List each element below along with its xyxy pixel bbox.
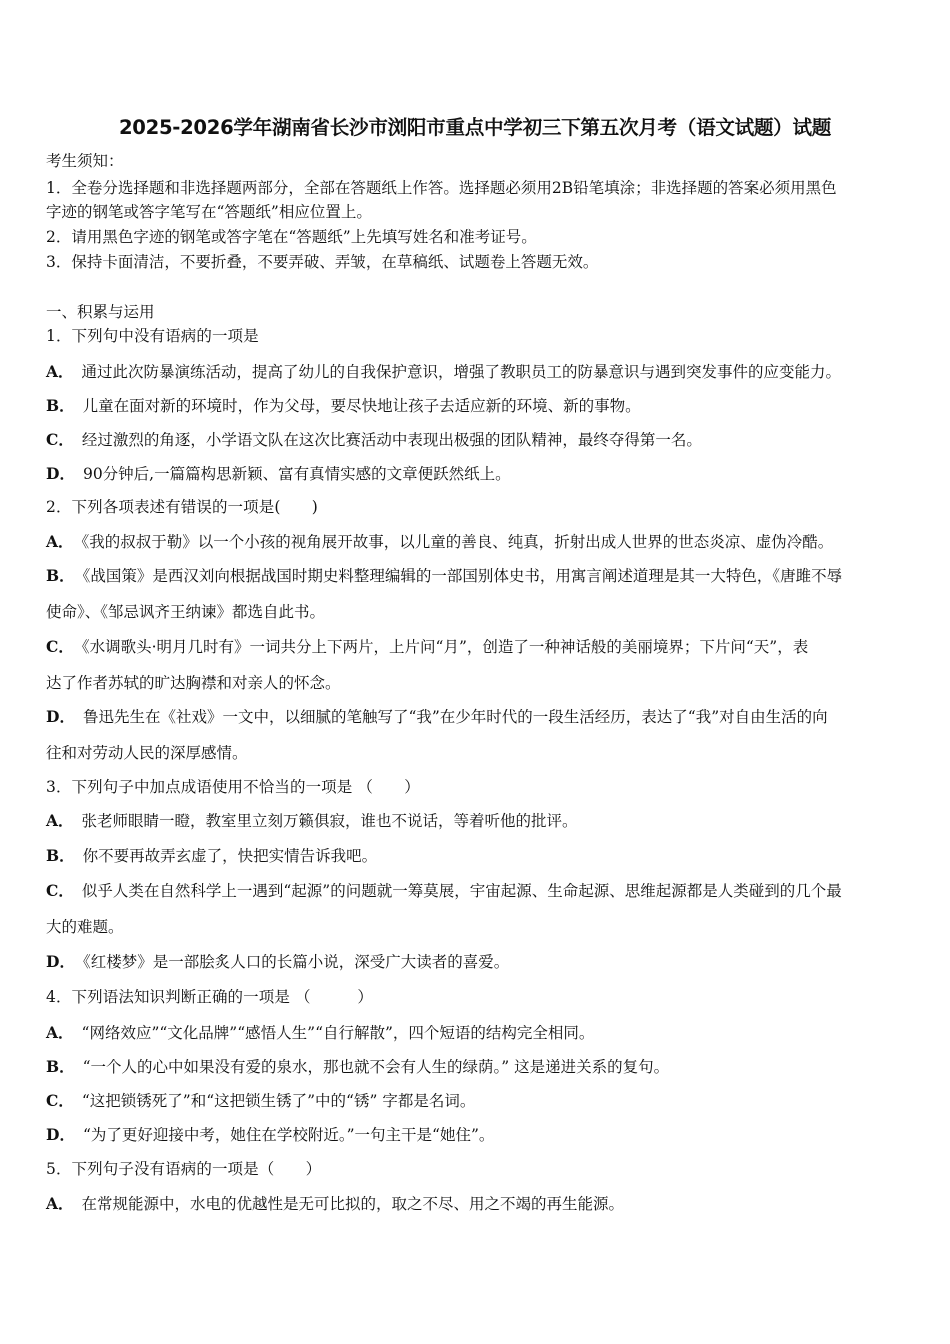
question-2-option-b [46,566,842,586]
question-5-stem: 5．下列句子没有语病的一项是（ ） [46,1160,322,1178]
option-label: A． [46,362,74,381]
option-label: B． [46,396,75,415]
option-text: 《水调歌头·明月几时有》一词共分上下两片，上片问“月”，创造了一种神话般的美丽境界；下片问“天”，表 [81,638,809,656]
notice-item-2: 2．请用黑色字迹的钢笔或答字笔在“答题纸”上先填写姓名和准考证号。 [46,228,537,246]
option-text: 经过激烈的角逐，小学语文队在这次比赛活动中表现出极强的团队精神，最终夺得第一名。 [81,431,702,449]
question-2-option-c [46,637,808,657]
option-text: “为了更好迎接中考，她住在学校附近。”一句主干是“她住”。 [82,1126,495,1144]
option-text: 你不要再故弄玄虚了，快把实情告诉我吧。 [82,847,378,865]
option-text: 《战国策》是西汉刘向根据战国时期史料整理编辑的一部国别体史书，用寓言阐述道理是其一大特色，《唐雎不辱 [82,567,843,585]
option-label: A． [46,1194,74,1213]
question-3-option-a [46,811,578,831]
notice-item-3: 3．保持卡面清洁，不要折叠，不要弄破、弄皱，在草稿纸、试题卷上答题无效。 [46,253,599,271]
question-2-option-c-cont: 达了作者苏轼的旷达胸襟和对亲人的怀念。 [46,674,341,692]
question-1-stem: 1．下列句中没有语病的一项是 [46,327,259,345]
option-label: A． [46,1023,74,1042]
question-1-option-a [46,362,841,382]
question-4-stem: 4．下列语法知识判断正确的一项是 （ ） [46,988,373,1006]
question-2-stem: 2．下列各项表述有错误的一项是( ) [46,498,318,516]
notice-heading: 考生须知： [46,152,124,170]
question-3-option-d [46,952,509,972]
option-label: C． [46,881,74,900]
option-text: 似乎人类在自然科学上一遇到“起源”的问题就一筹莫展，宇宙起源、生命起源、思维起源都是人类碰到的几个最 [81,882,842,900]
option-text: “一个人的心中如果没有爱的泉水，那也就不会有人生的绿荫。” 这是递进关系的复句。 [82,1058,670,1076]
question-3-option-b [46,846,377,866]
question-3-stem: 3．下列句子中加点成语使用不恰当的一项是 （ ） [46,778,420,796]
question-3-option-c-cont: 大的难题。 [46,918,124,936]
question-4-option-b [46,1057,669,1077]
option-text: 《红楼梦》是一部脍炙人口的长篇小说，深受广大读者的喜爱。 [82,953,510,971]
question-1-option-d [46,464,511,484]
option-label: D． [46,1125,75,1144]
question-2-option-d [46,707,828,727]
option-label: A． [46,532,74,551]
option-text: 在常规能源中，水电的优越性是无可比拟的，取之不尽、用之不竭的再生能源。 [81,1195,625,1213]
option-text: 张老师眼睛一瞪，教室里立刻万籁俱寂，谁也不说话，等着听他的批评。 [81,812,578,830]
option-text: 儿童在面对新的环境时，作为父母，要尽快地让孩子去适应新的环境、新的事物。 [82,397,641,415]
question-2-option-d-cont: 往和对劳动人民的深厚感情。 [46,744,248,762]
question-4-option-a [46,1023,594,1043]
option-label: B． [46,846,75,865]
option-label: B． [46,1057,75,1076]
option-label: D． [46,464,75,483]
option-label: C． [46,1091,74,1110]
option-text: “这把锁锈死了”和“这把锁生锈了”中的“锈” 字都是名词。 [81,1092,476,1110]
option-text: 鲁迅先生在《社戏》一文中，以细腻的笔触写了“我”在少年时代的一段生活经历，表达了“我”对自由生活的向 [82,708,828,726]
option-text: 通过此次防暴演练活动，提高了幼儿的自我保护意识，增强了教职员工的防暴意识与遇到突发事件的应变能力。 [81,363,842,381]
question-1-option-c [46,430,702,450]
option-text: 90分钟后,一篇篇构思新颖、富有真情实感的文章便跃然纸上。 [82,465,511,483]
question-4-option-d [46,1125,494,1145]
notice-item-1: 1．全卷分选择题和非选择题两部分，全部在答题纸上作答。选择题必须用2B铅笔填涂；非选择题的答案必须用黑色 [46,179,837,197]
option-label: C． [46,430,74,449]
question-4-option-c [46,1091,475,1111]
page-title: 2025-2026学年湖南省长沙市浏阳市重点中学初三下第五次月考（语文试题）试题 [118,116,832,139]
notice-item-1-cont: 字迹的钢笔或答字笔写在“答题纸”相应位置上。 [46,203,372,221]
option-text: 《我的叔叔于勒》以一个小孩的视角展开故事，以儿童的善良、纯真，折射出成人世界的世态炎凉、虚伪冷酷。 [81,533,834,551]
option-label: C． [46,637,74,656]
question-1-option-b [46,396,641,416]
option-label: D． [46,707,75,726]
question-2-option-a [46,532,833,552]
option-label: A． [46,811,74,830]
question-2-option-b-cont: 使命》、《邹忌讽齐王纳谏》都选自此书。 [46,603,326,621]
option-text: “网络效应”“文化品牌”“感悟人生”“自行解散”，四个短语的结构完全相同。 [81,1024,595,1042]
question-3-option-c [46,881,842,901]
question-5-option-a [46,1194,624,1214]
option-label: B． [46,566,75,585]
section-heading: 一、积累与运用 [46,303,155,321]
option-label: D． [46,952,75,971]
